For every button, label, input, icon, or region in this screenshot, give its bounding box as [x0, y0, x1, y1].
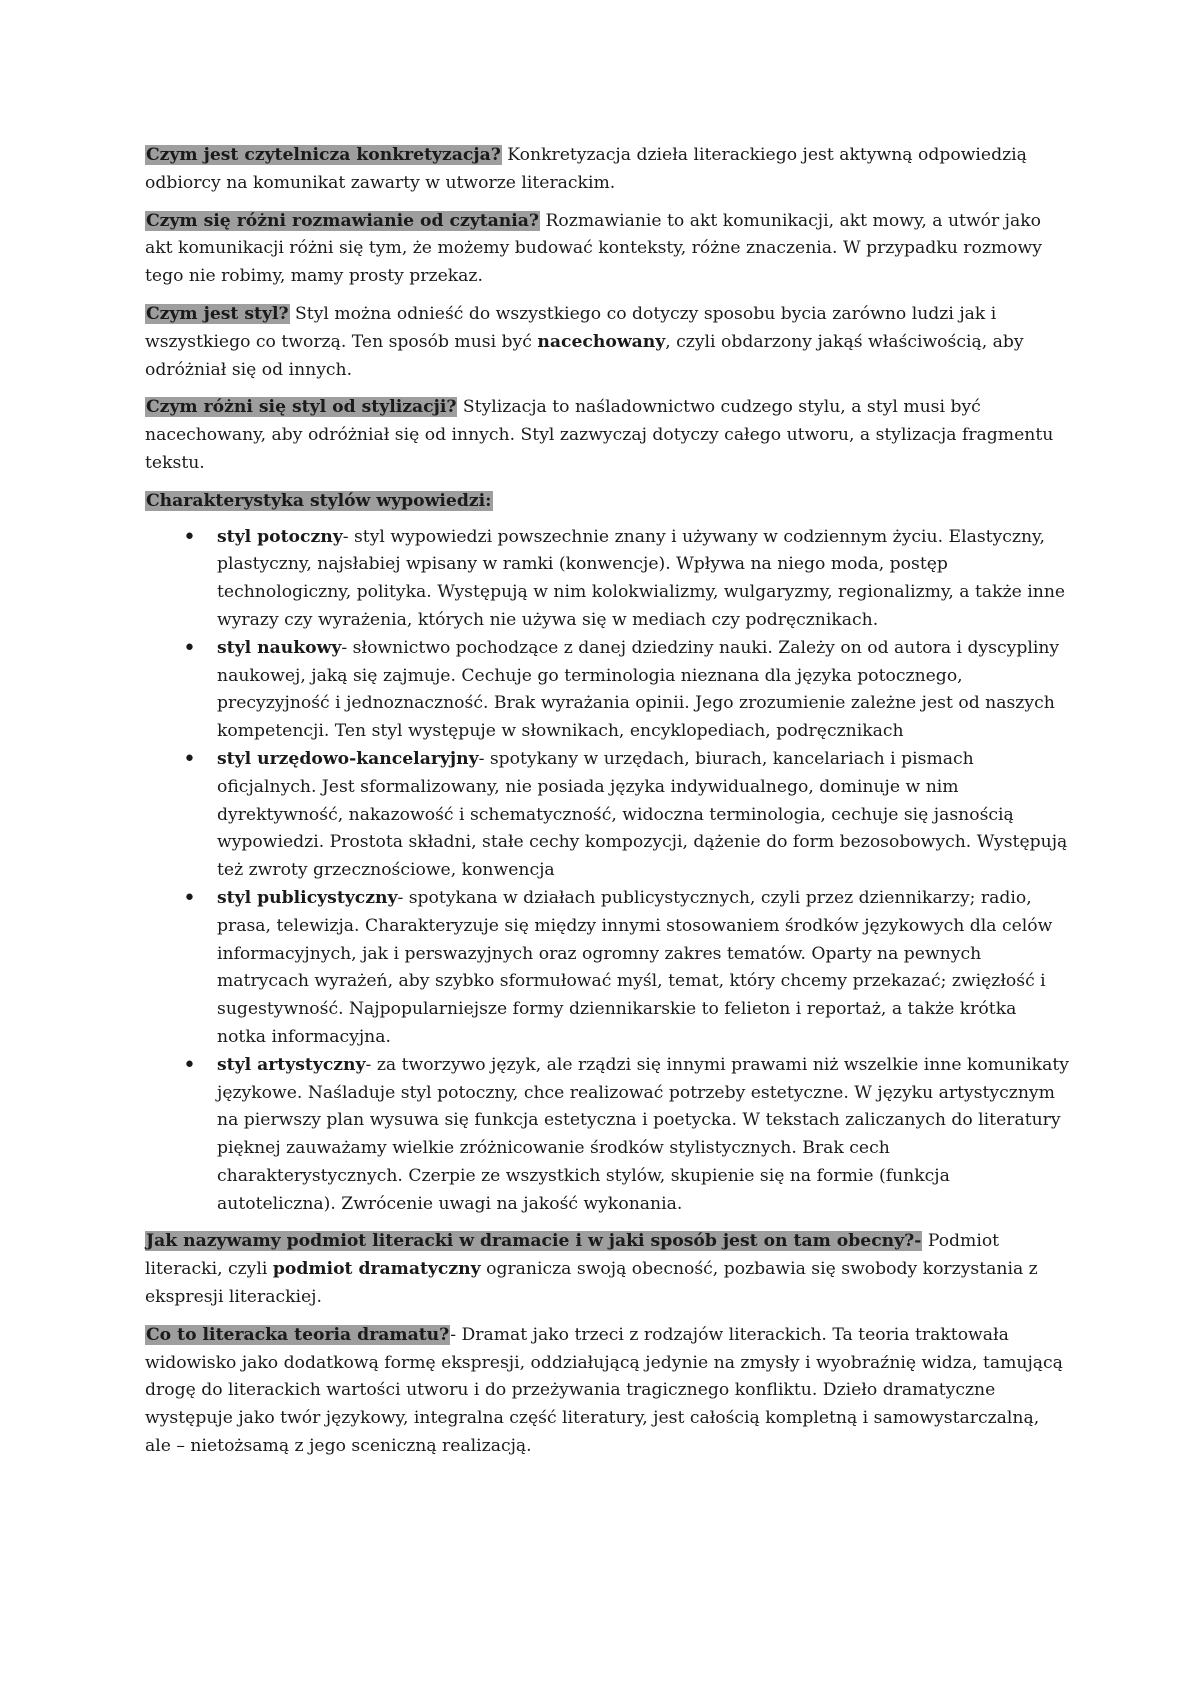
list-item	[217, 635, 1070, 746]
answer-text: Rozmawianie to akt komunikacji, akt mowy, a utwór jako akt komunikacji różni się tym, że możemy budować konteksty, różne znaczenia. W przypadku rozmowy tego nie robimy, mamy prosty przekaz.	[145, 210, 1042, 287]
question-highlight: Czym się różni rozmawianie od czytania?	[146, 210, 540, 231]
paragraph-podmiot	[145, 1228, 1070, 1311]
style-name: styl publicystyczny	[217, 887, 398, 908]
question-highlight: Co to literacka teoria dramatu?	[146, 1324, 450, 1345]
list-item	[217, 746, 1070, 885]
style-name: styl urzędowo-kancelaryjny	[217, 748, 479, 769]
answer-text: Stylizacja to naśladownictwo cudzego stylu, a styl musi być nacechowany, aby odróżniał się od innych. Styl zazwyczaj dotyczy całego utworu, a stylizacja fragmentu tekstu.	[145, 397, 1054, 473]
style-description: - słownictwo pochodzące z danej dziedziny nauki. Zależy on od autora i dyscypliny naukowej, jaką się zajmuje. Cechuje go terminologia nieznana dla języka potocznego, precyzyjność i jednoznaczność. Brak wyrażania opinii. Jego zrozumienie zależne jest od naszych kompetencji. Ten styl występuje w słownikach, encyklopediach, podręcznikach	[217, 637, 1060, 742]
paragraph-teoria	[145, 1322, 1070, 1461]
style-name: styl naukowy	[217, 637, 342, 658]
style-description: - za tworzywo język, ale rządzi się innymi prawami niż wszelkie inne komunikaty językowe. Naśladuje styl potoczny, chce realizować potrzeby estetyczne. W języku artystycznym na pierwszy plan wysuwa się funkcja estetyczna i poetycka. W tekstach zaliczanych do literatury pięknej zauważamy wielkie zróżnicowanie środków stylistycznych. Brak cech charakterystycznych. Czerpie ze wszystkich stylów, skupienie się na formie (funkcja autoteliczna). Zwrócenie uwagi na jakość wykonania.	[217, 1054, 1069, 1214]
styles-heading: Charakterystyka stylów wypowiedzi:	[146, 490, 492, 511]
bold-term: nacechowany	[537, 331, 666, 352]
answer-text: ogranicza swoją obecność, pozbawia się swobody korzystania z ekspresji literackiej.	[145, 1259, 1038, 1308]
paragraph-styl	[145, 301, 1070, 384]
style-name: styl potoczny	[217, 526, 343, 547]
answer-text: Styl można odnieść do wszystkiego co dotyczy sposobu bycia zarówno ludzi jak i wszystkiego co tworzą. Ten sposób musi być	[145, 303, 997, 352]
style-description: - spotykana w działach publicystycznych, czyli przez dziennikarzy; radio, prasa, telewizja. Charakteryzuje się między innymi stosowaniem środków językowych dla celów informacyjnych, jak i perswazyjnych oraz ogromny zakres tematów. Oparty na pewnych matrycach wyrażeń, aby szybko sformułować myśl, temat, który chcemy przekazać; zwięzłość i sugestywność. Najpopularniejsze formy dziennikarskie to felieton i reportaż, a także krótka notka informacyjna.	[217, 887, 1053, 1047]
list-item	[217, 885, 1070, 1052]
styles-heading-paragraph	[145, 488, 1070, 516]
answer-text: , czyli obdarzony jakąś właściwością, aby odróżniał się od innych.	[145, 331, 1024, 380]
answer-text: - Dramat jako trzeci z rodzajów literackich. Ta teoria traktowała widowisko jako dodatkową formę ekspresji, oddziałującą jedynie na zmysły i wyobraźnię widza, tamującą drogę do literackich wartości utworu i do przeżywania tragicznego konfliktu. Dzieło dramatyczne występuje jako twór językowy, integralna część literatury, jest całością kompletną i samowystarczalną, ale – nietożsamą z jego sceniczną realizacją.	[145, 1324, 1063, 1457]
style-description: - spotykany w urzędach, biurach, kancelariach i pismach oficjalnych. Jest sformalizowany, nie posiada języka indywidualnego, dominuje w nim dyrektywność, nakazowość i schematyczność, widoczna terminologia, cechuje się jasnością wypowiedzi. Prostota składni, stałe cechy kompozycji, dążenie do form bezosobowych. Występują też zwroty grzecznościowe, konwencja	[217, 748, 1068, 881]
bold-term: podmiot dramatyczny	[272, 1259, 481, 1280]
question-highlight: Czym jest styl?	[146, 303, 289, 324]
styles-list	[145, 524, 1070, 1219]
question-highlight: Jak nazywamy podmiot literacki w dramacie i w jaki sposób jest on tam obecny?-	[146, 1231, 922, 1252]
answer-text: Konkretyzacja dzieła literackiego jest aktywną odpowiedzią odbiorcy na komunikat zawarty w utworze literackim.	[145, 145, 1027, 193]
question-highlight: Czym różni się styl od stylizacji?	[146, 397, 457, 418]
answer-text: Podmiot literacki, czyli	[145, 1231, 1000, 1280]
list-item	[217, 1052, 1070, 1219]
paragraph-rozmawianie	[145, 208, 1070, 291]
style-description: - styl wypowiedzi powszechnie znany i używany w codziennym życiu. Elastyczny, plastyczny, najsłabiej wpisany w ramki (konwencje). Wpływa na niego moda, postęp technologiczny, polityka. Występują w nim kolokwializmy, wulgaryzmy, regionalizmy, a także inne wyrazy czy wyrażenia, których nie używa się w mediach czy podręcznikach.	[217, 526, 1066, 630]
question-highlight: Czym jest czytelnicza konkretyzacja?	[146, 145, 501, 165]
list-item	[217, 524, 1070, 635]
style-name: styl artystyczny	[217, 1054, 366, 1075]
paragraph-stylizacja	[145, 394, 1070, 477]
paragraph-konkretyzacja	[145, 142, 1070, 198]
